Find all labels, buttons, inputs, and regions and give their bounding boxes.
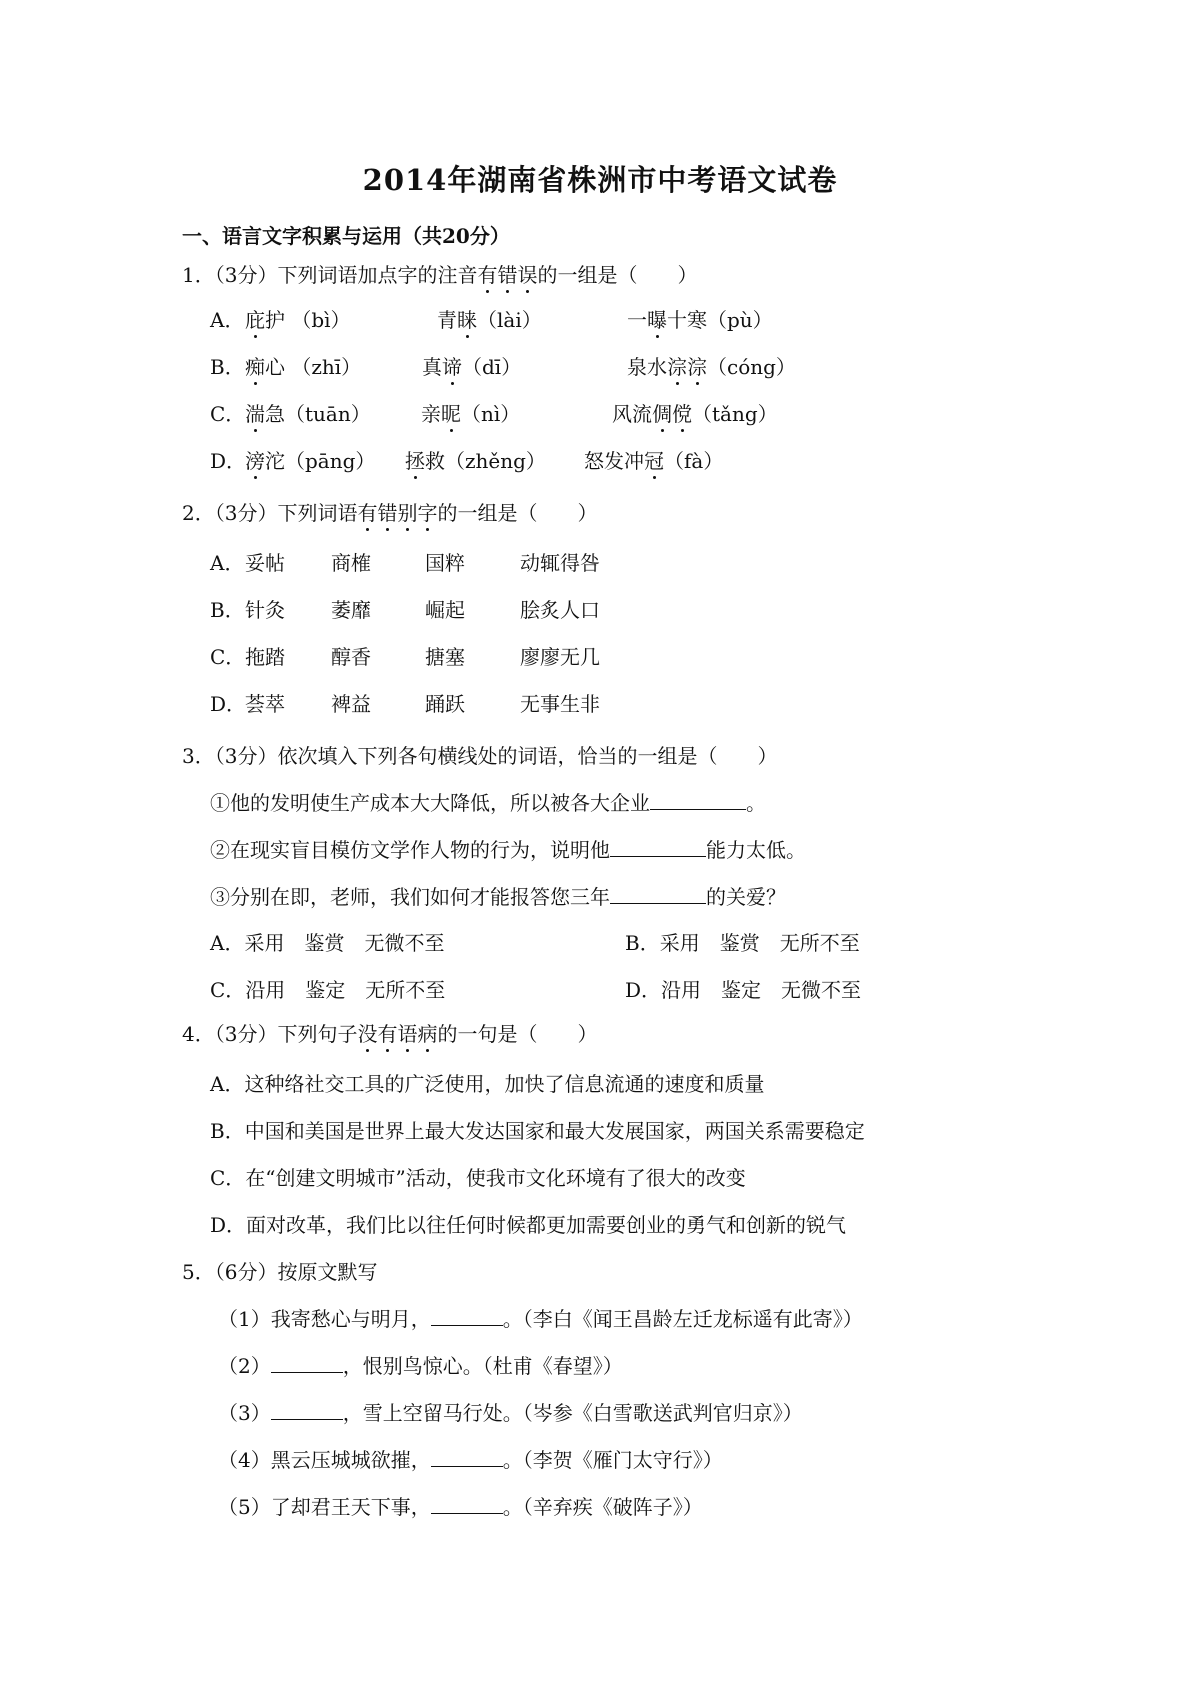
option-item-text: 急（tuān） [265, 402, 371, 426]
option-letter: B． [210, 598, 245, 622]
option-item-text: （nì） [461, 402, 521, 426]
option-word: 荟萃 [245, 692, 285, 716]
item-text: 我寄愁心与明月， [270, 1307, 431, 1331]
dotted-char: 傥 [672, 402, 692, 426]
option-item-text: （dī） [462, 355, 522, 379]
option-item-text: 真 [422, 355, 442, 379]
option-word: 无事生非 [520, 692, 600, 716]
dotted-char: 痴 [245, 355, 265, 379]
option-item [584, 448, 723, 474]
option-text: 沿用 鉴定 无微不至 [661, 978, 862, 1002]
answer-blank [431, 1448, 503, 1467]
emphasis-dot-char: 错 [497, 263, 518, 287]
fill-blank-sentence [210, 837, 806, 863]
question-4-stem [182, 1021, 597, 1047]
option-letter: A． [210, 1072, 245, 1096]
option-text: 面对改革，我们比以往任何时候都更加需要创业的勇气和创新的锐气 [246, 1213, 847, 1237]
dotted-char: 湍 [245, 402, 265, 426]
item-number: （2） [218, 1354, 271, 1378]
dotted-char: 曝 [647, 308, 667, 332]
option-word: 搪塞 [425, 645, 465, 669]
option-letter: D． [210, 449, 247, 473]
q1-stem-text: 1．（3分）下列词语加点字的注音 [182, 263, 478, 287]
option-letter: D． [210, 692, 247, 716]
option-letter: B． [210, 1119, 245, 1143]
option-item-text: 一 [627, 308, 647, 332]
option-item-text: 亲 [421, 402, 441, 426]
option-word: 动辄得咎 [520, 551, 600, 575]
emphasis-dot-char: 有 [357, 501, 378, 525]
option-item-text: （cóng） [707, 355, 796, 379]
option-item [612, 401, 778, 427]
recitation-item [218, 1494, 703, 1520]
sentence-text: ②在现实盲目模仿文学作人物的行为，说明他 [210, 838, 610, 862]
option-choice [210, 977, 445, 1003]
item-number: （1） [218, 1307, 271, 1331]
sentence-text: 。 [746, 791, 766, 815]
dotted-char: 冠 [644, 449, 664, 473]
recitation-item [218, 1306, 863, 1332]
answer-blank [431, 1495, 503, 1514]
option-letter: C． [210, 1166, 246, 1190]
option-word: 廖廖无几 [520, 645, 600, 669]
option-word: 商榷 [331, 551, 371, 575]
option-choice [625, 977, 861, 1003]
option-item [627, 354, 796, 380]
emphasis-dot-char: 没 [357, 1022, 378, 1046]
option-item [421, 401, 520, 427]
option-item-text: 青 [437, 308, 457, 332]
item-text: ，恨别鸟惊心。（杜甫《春望》） [342, 1354, 623, 1378]
option-item [245, 448, 375, 474]
option-choice [210, 930, 444, 956]
option-word: 萎靡 [331, 598, 371, 622]
recitation-item [218, 1447, 723, 1473]
option-letter: A． [210, 551, 245, 575]
emphasis-dot-char: 错 [377, 501, 398, 525]
answer-blank [610, 885, 706, 904]
fill-blank-sentence [210, 790, 766, 816]
option-item [437, 307, 542, 333]
page-title: 2014年湖南省株洲市中考语文试卷 [362, 163, 838, 197]
option-sentence [210, 1071, 764, 1097]
item-text: ，雪上空留马行处。（岑参《白雪歌送武判官归京》） [342, 1401, 803, 1425]
emphasis-dot-char: 字 [417, 501, 438, 525]
option-letter: C． [210, 645, 246, 669]
dotted-char: 淙 [667, 355, 687, 379]
option-item-text: （lài） [477, 308, 542, 332]
option-letter: A． [210, 308, 245, 332]
emphasis-dot-char: 有 [377, 1022, 398, 1046]
option-letter: B． [210, 355, 245, 379]
option-text: 沿用 鉴定 无所不至 [245, 978, 446, 1002]
dotted-char: 淙 [687, 355, 707, 379]
option-letter: D． [210, 1213, 247, 1237]
answer-blank [610, 838, 706, 857]
q1-stem-end: 的一组是（ ） [537, 263, 698, 287]
option-item-text: 救（zhěng） [425, 449, 546, 473]
emphasis-dot-char: 语 [397, 1022, 418, 1046]
option-word: 崛起 [425, 598, 465, 622]
recitation-item [218, 1353, 623, 1379]
q4-stem-emphasis [357, 1022, 437, 1046]
sentence-text: ①他的发明使生产成本大大降低，所以被各大企业 [210, 791, 650, 815]
option-letter: C． [210, 978, 246, 1002]
sentence-text: ③分别在即，老师，我们如何才能报答您三年 [210, 885, 610, 909]
option-item [422, 354, 521, 380]
option-letter: A． [210, 931, 245, 955]
sentence-text: 的关爱？ [706, 885, 786, 909]
question-2-stem [182, 500, 597, 526]
option-item-text: （fà） [664, 449, 724, 473]
option-text: 采用 鉴赏 无微不至 [244, 931, 445, 955]
dotted-char: 睐 [457, 308, 477, 332]
option-item-text: 泉水 [627, 355, 667, 379]
answer-blank [271, 1401, 343, 1420]
emphasis-dot-char: 别 [397, 501, 418, 525]
emphasis-dot-char: 病 [417, 1022, 438, 1046]
option-text: 采用 鉴赏 无所不至 [659, 931, 860, 955]
option-sentence [210, 1165, 746, 1191]
dotted-char: 庇 [245, 308, 265, 332]
option-letter: C． [210, 402, 246, 426]
question-3-stem: 3．（3分）依次填入下列各句横线处的词语，恰当的一组是（ ） [182, 744, 778, 768]
option-letter: B． [625, 931, 660, 955]
emphasis-dot-char: 误 [517, 263, 538, 287]
question-5-stem: 5．（6分）按原文默写 [182, 1260, 378, 1284]
option-word: 醇香 [331, 645, 371, 669]
option-sentence [210, 1212, 846, 1238]
option-word: 踊跃 [425, 692, 465, 716]
option-item-text: （tǎng） [692, 402, 778, 426]
option-word: 针灸 [245, 598, 285, 622]
q1-stem-emphasis [477, 263, 537, 287]
option-word: 脍炙人口 [520, 598, 600, 622]
option-choice [625, 930, 860, 956]
q2-stem-end: 的一组是（ ） [437, 501, 598, 525]
option-item [627, 307, 773, 333]
option-item-text: 心 （zhī） [265, 355, 362, 379]
option-item-text: 护 （bì） [265, 308, 351, 332]
item-text: 了却君王天下事， [270, 1495, 431, 1519]
option-item-text: 十寒（pù） [667, 308, 773, 332]
dotted-char: 滂 [245, 449, 265, 473]
q2-stem-text: 2．（3分）下列词语 [182, 501, 358, 525]
option-text: 中国和美国是世界上最大发达国家和最大发展国家，两国关系需要稳定 [244, 1119, 865, 1143]
fill-blank-sentence [210, 884, 786, 910]
option-item [245, 354, 361, 380]
item-number: （3） [218, 1401, 271, 1425]
option-word: 裨益 [331, 692, 371, 716]
dotted-char: 谛 [442, 355, 462, 379]
option-sentence [210, 1118, 865, 1144]
q4-stem-end: 的一句是（ ） [437, 1022, 598, 1046]
item-number: （4） [218, 1448, 271, 1472]
item-text: 黑云压城城欲摧， [270, 1448, 431, 1472]
item-text: 。（李白《闻王昌龄左迁龙标遥有此寄》） [502, 1307, 863, 1331]
emphasis-dot-char: 有 [477, 263, 498, 287]
dotted-char: 倜 [652, 402, 672, 426]
option-text: 在“创建文明城市”活动，使我市文化环境有了很大的改变 [245, 1166, 746, 1190]
answer-blank [650, 791, 746, 810]
option-item-text: 风流 [612, 402, 652, 426]
recitation-item [218, 1400, 803, 1426]
question-1-stem [182, 262, 697, 288]
option-item [405, 448, 546, 474]
option-word: 拖踏 [245, 645, 285, 669]
q4-stem-text: 4．（3分）下列句子 [182, 1022, 358, 1046]
option-letter: D． [625, 978, 662, 1002]
sentence-text: 能力太低。 [706, 838, 806, 862]
answer-blank [431, 1307, 503, 1326]
option-item [245, 401, 371, 427]
option-item [245, 307, 351, 333]
answer-blank [271, 1354, 343, 1373]
dotted-char: 昵 [441, 402, 461, 426]
section-heading: 一、语言文字积累与运用（共20分） [182, 224, 510, 248]
option-item-text: 怒发冲 [584, 449, 644, 473]
option-word: 国粹 [425, 551, 465, 575]
item-text: 。（辛弃疾《破阵子》） [502, 1495, 703, 1519]
q2-stem-emphasis [357, 501, 437, 525]
option-text: 这种络社交工具的广泛使用，加快了信息流通的速度和质量 [244, 1072, 765, 1096]
item-text: 。（李贺《雁门太守行》） [502, 1448, 723, 1472]
item-number: （5） [218, 1495, 271, 1519]
dotted-char: 拯 [405, 449, 425, 473]
option-item-text: 沱（pāng） [265, 449, 376, 473]
option-word: 妥帖 [245, 551, 285, 575]
